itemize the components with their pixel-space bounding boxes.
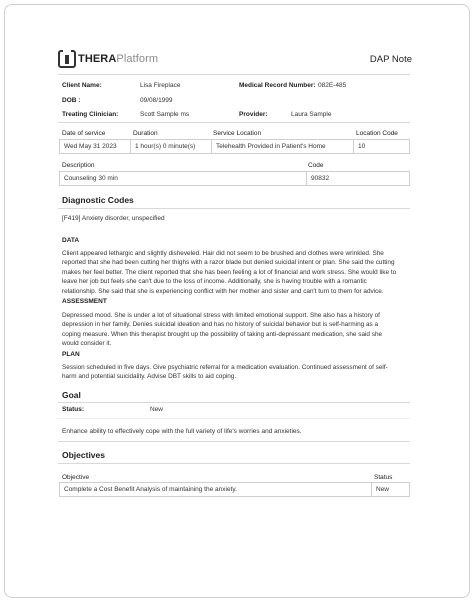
- service-header-location-code: Location Code: [356, 130, 398, 137]
- objective-header: Objective: [62, 474, 90, 481]
- mrn-value: 082E-485: [318, 82, 347, 89]
- clinician-value: Scott Sample ms: [140, 111, 190, 118]
- objective-status-header: Status: [374, 474, 393, 481]
- provider-label: Provider:: [239, 111, 268, 118]
- goal-divider: [58, 402, 410, 403]
- goal-title: Goal: [62, 390, 81, 400]
- objectives-divider: [58, 463, 410, 464]
- dob-label: DOB :: [62, 97, 81, 104]
- goal-status-value: New: [150, 406, 164, 413]
- service-cell-duration: 1 hour(s) 0 minute(s): [130, 139, 212, 154]
- objectives-title: Objectives: [62, 450, 105, 460]
- document-title: DAP Note: [369, 54, 412, 65]
- diagnostic-codes-title: Diagnostic Codes: [62, 195, 134, 205]
- objective-cell: Complete a Cost Benefit Analysis of maintaining the anxiety.: [59, 482, 372, 497]
- plan-heading: PLAN: [62, 351, 80, 358]
- logo-icon: [58, 50, 76, 68]
- client-name-label: Client Name:: [62, 82, 102, 89]
- code-cell: 90832: [306, 171, 410, 186]
- mrn-label: Medical Record Number:: [239, 82, 316, 89]
- code-header: Code: [308, 162, 324, 169]
- goal-text: Enhance ability to effectively cope with the full variety of life's worries and anxieties.: [62, 428, 302, 435]
- logo-brand: THERA: [78, 53, 117, 65]
- plan-paragraph: Session scheduled in five days. Give psychiatric referral for a medication evaluation. Continued assessment of self- harm and potential suicidality. Advise DBT skills to aid coping.: [62, 364, 388, 381]
- data-heading: DATA: [62, 237, 80, 244]
- diagnostic-code: [F419] Anxiety disorder, unspecified: [62, 215, 165, 222]
- clinician-label: Treating Clinician:: [62, 111, 119, 118]
- diagnostic-divider: [58, 208, 410, 209]
- theraplatform-logo: [58, 48, 158, 70]
- goal-status-label: Status:: [62, 406, 85, 413]
- logo-suffix: Platform: [116, 53, 159, 65]
- data-paragraph: Client appeared lethargic and slightly disheveled. Hair did not seem to be brushed and clothes were wrinkled. She reported that she had been cutting her thighs with a razor blade but denied suicidal intent or plan. She said the cutting makes her feel better. The client reported that she has been feeling a lot of financial and work stress. She would like to leave her job but feels she can't due to the loss of income. Additionally, she is having trouble with a romantic relationship. She said that she is experiencing conflict with her mother and sister and can't turn to them for advice.: [62, 250, 397, 295]
- client-divider: [58, 122, 410, 123]
- goal-status-divider: [58, 418, 410, 419]
- assessment-heading: ASSESSMENT: [62, 298, 107, 305]
- header-divider: [58, 74, 410, 75]
- provider-value: Laura Sample: [291, 111, 332, 118]
- assessment-paragraph: Depressed mood. She is under a lot of situational stress with limited emotional support. She also has a history of depression in her family. Denies suicidal ideation and has no history of suicidal behavior but is self-harming as a coping measure. When this therapist brought up the possibility of taking anti-depressant medication, she said she would consider it.: [62, 312, 383, 348]
- service-header-location: Service Location: [213, 130, 262, 137]
- objective-status-cell: New: [371, 482, 410, 497]
- goal-bottom-divider: [58, 441, 410, 442]
- client-name-value: Lisa Fireplace: [140, 82, 181, 89]
- service-cell-date: Wed May 31 2023: [59, 139, 131, 154]
- service-cell-location: Telehealth Provided in Patient's Home: [211, 139, 354, 154]
- description-header: Description: [62, 162, 95, 169]
- description-cell: Counseling 30 min: [59, 171, 307, 186]
- service-cell-location-code: 10: [353, 139, 410, 154]
- dob-value: 09/08/1999: [140, 97, 173, 104]
- service-header-duration: Duration: [133, 130, 158, 137]
- service-header-date: Date of service: [62, 130, 106, 137]
